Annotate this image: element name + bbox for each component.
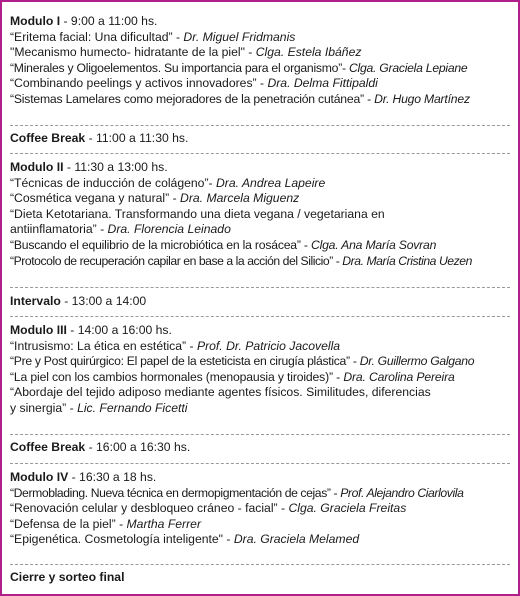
divider bbox=[10, 463, 510, 464]
talk-speaker: Clga. Ana María Sovran bbox=[310, 237, 437, 252]
section-label: Coffee Break bbox=[10, 131, 86, 145]
talk-item bbox=[10, 61, 510, 77]
section-cierre bbox=[10, 570, 510, 586]
section-time: - 16:00 a 16:30 hs. bbox=[85, 440, 191, 454]
talk-title: “Eritema facial: Una dificultad” - bbox=[10, 29, 184, 44]
section-time: - 9:00 a 11:00 hs. bbox=[60, 14, 158, 28]
talk-item bbox=[10, 30, 510, 46]
talk-item bbox=[10, 354, 510, 370]
talk-item bbox=[10, 385, 510, 401]
talk-title: “La piel con los cambios hormonales (menopausia y tiroides)” - bbox=[10, 369, 344, 384]
talk-speaker: Clga. Graciela Lepiane bbox=[348, 60, 468, 75]
talk-item bbox=[10, 238, 510, 254]
section-label: Modulo IV bbox=[10, 470, 69, 484]
section-heading bbox=[10, 131, 510, 147]
talk-title: “Protocolo de recuperación capilar en base a la acción del Silicio” - bbox=[10, 253, 343, 268]
talk-title: “Combinando peelings y activos innovadores” - bbox=[10, 76, 268, 91]
section-modulo-4 bbox=[10, 470, 510, 548]
talk-speaker: Prof. Dr. Patricio Jacovella bbox=[196, 338, 341, 353]
section-heading bbox=[10, 14, 510, 30]
talk-title: “Técnicas de inducción de colágeno”- bbox=[10, 175, 216, 190]
talk-title: “Renovación celular y desbloqueo cráneo - facial” - bbox=[10, 501, 289, 516]
talk-title: “Buscando el equilibrio de la microbiótica en la rosácea” - bbox=[10, 237, 311, 252]
talk-title: “Epigenética. Cosmetología inteligente" - bbox=[10, 532, 234, 547]
section-time: - 11:30 a 13:00 hs. bbox=[63, 160, 168, 174]
talk-item bbox=[10, 370, 510, 386]
section-label: Modulo I bbox=[10, 14, 61, 28]
divider bbox=[10, 287, 510, 288]
divider bbox=[10, 125, 510, 126]
talk-title: “Defensa de la piel” - bbox=[10, 516, 127, 531]
divider bbox=[10, 316, 510, 317]
divider bbox=[10, 564, 510, 565]
section-time: - 13:00 a 14:00 bbox=[60, 294, 147, 308]
talk-item bbox=[10, 207, 510, 223]
talk-speaker: Dra. Graciela Melamed bbox=[233, 532, 360, 547]
section-heading bbox=[10, 294, 510, 310]
talk-title: “Minerales y Oligoelementos. Su importancia para el organismo”- bbox=[10, 60, 349, 75]
talk-item bbox=[10, 254, 510, 270]
talk-item-continued bbox=[10, 401, 510, 417]
section-heading bbox=[10, 160, 510, 176]
talk-speaker: Prof. Alejandro Ciarlovila bbox=[340, 485, 464, 500]
section-time: - 14:00 a 16:00 hs. bbox=[66, 323, 172, 337]
talk-title: “Cosmética vegana y natural” - bbox=[10, 191, 181, 206]
section-heading bbox=[10, 470, 510, 486]
talk-speaker: Lic. Fernando Ficetti bbox=[77, 400, 188, 415]
talk-speaker: Clga. Estela Ibáñez bbox=[255, 45, 362, 60]
talk-title: y sinergia” - bbox=[10, 400, 78, 415]
section-label: Modulo III bbox=[10, 323, 67, 337]
section-intervalo bbox=[10, 294, 510, 310]
talk-title: "Mecanismo humecto- hidratante de la piel" - bbox=[10, 45, 256, 60]
talk-item bbox=[10, 191, 510, 207]
talk-speaker: Dr. Guillermo Galgano bbox=[359, 354, 475, 369]
talk-title: “Sistemas Lamelares como mejoradores de la penetración cutánea” - bbox=[10, 91, 375, 106]
talk-title: “Dermoblading. Nueva técnica en dermopigmentación de cejas” - bbox=[10, 485, 341, 500]
talk-item bbox=[10, 176, 510, 192]
talk-item bbox=[10, 339, 510, 355]
talk-title: “Abordaje del tejido adiposo mediante agentes físicos. Similitudes, diferencias bbox=[10, 385, 431, 400]
talk-speaker: Dr. Hugo Martínez bbox=[374, 91, 470, 106]
talk-item bbox=[10, 501, 510, 517]
divider bbox=[10, 153, 510, 154]
talk-speaker: Clga. Graciela Freitas bbox=[288, 501, 407, 516]
talk-title: “Dieta Ketotariana. Transformando una dieta vegana / vegetariana en bbox=[10, 206, 385, 221]
talk-speaker: Martha Ferrer bbox=[126, 516, 202, 531]
section-coffee-break-2 bbox=[10, 440, 510, 456]
section-time: - 16:30 a 18 hs. bbox=[68, 470, 157, 484]
section-modulo-2 bbox=[10, 160, 510, 269]
talk-title: “Pre y Post quirúrgico: El papel de la esteticista en cirugía plástica” - bbox=[10, 354, 360, 369]
section-heading bbox=[10, 323, 510, 339]
section-label: Coffee Break bbox=[10, 440, 86, 454]
section-modulo-3 bbox=[10, 323, 510, 417]
talk-speaker: Dra. Carolina Pereira bbox=[343, 369, 455, 384]
section-label: Intervalo bbox=[10, 294, 61, 308]
talk-title: “Intrusismo: La ética en estética” - bbox=[10, 338, 197, 353]
section-label: Modulo II bbox=[10, 160, 64, 174]
section-modulo-1 bbox=[10, 14, 510, 108]
talk-title: antiinflamatoria” - bbox=[10, 222, 108, 237]
talk-speaker: Dra. Delma Fittipaldi bbox=[267, 76, 378, 91]
section-label: Cierre y sorteo final bbox=[10, 570, 125, 584]
section-heading bbox=[10, 440, 510, 456]
talk-item bbox=[10, 517, 510, 533]
section-time: - 11:00 a 11:30 hs. bbox=[85, 131, 189, 145]
talk-item bbox=[10, 76, 510, 92]
talk-item bbox=[10, 92, 510, 108]
divider bbox=[10, 434, 510, 435]
section-coffee-break-1 bbox=[10, 131, 510, 147]
talk-speaker: Dra. Florencia Leinado bbox=[107, 222, 231, 237]
talk-speaker: Dra. Andrea Lapeire bbox=[215, 175, 326, 190]
talk-item bbox=[10, 45, 510, 61]
section-heading bbox=[10, 570, 510, 586]
talk-speaker: Dra. Marcela Miguenz bbox=[180, 191, 300, 206]
talk-item-continued bbox=[10, 222, 510, 238]
talk-speaker: Dr. Miguel Fridmanis bbox=[183, 29, 296, 44]
talk-speaker: Dra. María Cristina Uezen bbox=[342, 253, 472, 268]
talk-item bbox=[10, 532, 510, 548]
talk-item bbox=[10, 486, 510, 502]
